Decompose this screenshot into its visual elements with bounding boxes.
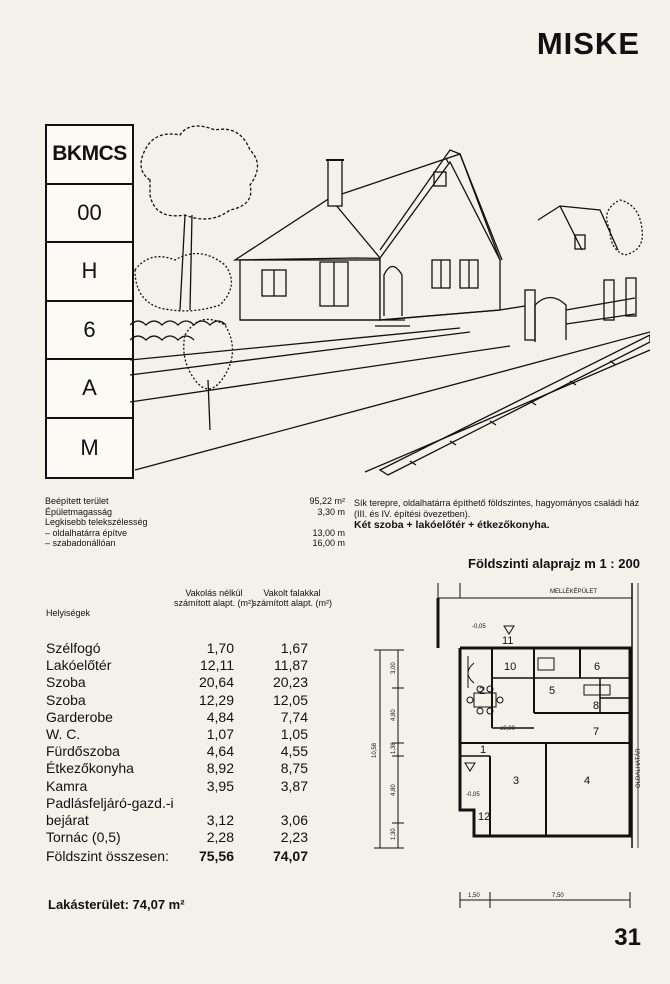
building-data-value (285, 517, 345, 528)
code-cell: 6 (47, 302, 132, 361)
room-area-plastered: 3,87 (280, 777, 308, 794)
site-description-summary: Két szoba + lakóelőtér + étkezőkonyha. (354, 519, 550, 531)
room-row (46, 726, 346, 743)
floor-plan-title: Földszinti alaprajz m 1 : 200 (468, 556, 640, 571)
room-number: 1 (480, 744, 487, 756)
room-name: Szoba (46, 691, 86, 708)
code-cell: H (47, 243, 132, 302)
room-name: W. C. (46, 725, 81, 742)
room-area-plastered: 74,07 (272, 848, 308, 865)
room-number: 11 (502, 635, 514, 647)
building-data-row (45, 538, 345, 549)
room-row (46, 829, 346, 846)
building-data-label: Épületmagasság (45, 506, 113, 517)
dimension-label: 7,50 (552, 893, 564, 899)
room-area-unplastered: 8,92 (206, 760, 234, 777)
floor-plan-top-label: MELLÉKÉPÜLET (550, 589, 598, 595)
level-mark: -0,05 (472, 624, 486, 630)
dimension-label: 4,80 (391, 709, 397, 721)
living-area: Lakásterület: 74,07 m² (48, 897, 185, 912)
room-row (46, 709, 346, 726)
dimension-label: 3,00 (391, 662, 397, 674)
dimension-label: 1,38 (391, 742, 397, 754)
room-area-plastered: 3,06 (280, 811, 308, 828)
room-name: Tornác (0,5) (46, 829, 121, 846)
room-area-plastered: 12,05 (272, 691, 308, 708)
room-row (46, 760, 346, 777)
room-area-unplastered: 3,95 (206, 777, 234, 794)
room-row (46, 778, 346, 795)
building-data-label: – oldalhatárra építve (45, 527, 128, 538)
room-number: 8 (593, 700, 600, 712)
floor-plan-side-label: OLDALHATÁR (636, 748, 642, 788)
room-row (46, 657, 346, 674)
room-area-plastered: 2,23 (280, 829, 308, 846)
building-data-label: – szabadonállóan (45, 538, 116, 548)
site-description-text: Sík terepre, oldalhatárra építhető földszintes, hagyományos családi ház (III. és IV. építési övezetben). (354, 498, 640, 519)
room-number: 5 (549, 685, 556, 697)
room-area-unplastered: 4,84 (206, 708, 234, 725)
building-data-value: 13,00 m (312, 527, 345, 538)
building-data-value: 16,00 m (312, 538, 345, 548)
room-area-plastered: 11,87 (274, 657, 308, 674)
room-number: 10 (504, 661, 517, 673)
room-area-unplastered: 1,07 (206, 725, 234, 742)
room-number: 2 (479, 685, 486, 697)
code-cell: M (80, 434, 99, 460)
building-data-block (45, 496, 345, 549)
room-area-plastered: 20,23 (272, 674, 308, 691)
building-data-row (45, 528, 345, 539)
room-area-unplastered: 2,28 (206, 829, 234, 846)
building-data-row (45, 496, 345, 507)
code-cell: BKMCS (47, 126, 132, 185)
building-data-row (45, 507, 345, 518)
room-row (46, 743, 346, 760)
building-data-row (45, 517, 345, 528)
rooms-table-body (46, 640, 346, 846)
code-cell: A (47, 360, 132, 419)
room-name: bejárat (46, 811, 89, 828)
room-name: Fürdőszoba (46, 743, 120, 760)
room-name: Földszint összesen: (46, 848, 169, 865)
building-data-value: 3,30 m (317, 506, 345, 517)
room-row (46, 812, 346, 829)
room-area-unplastered: 3,12 (206, 811, 234, 828)
building-data-value: 95,22 m² (309, 496, 345, 506)
room-name: Szoba (46, 674, 86, 691)
building-data-label: Beépített terület (45, 496, 109, 506)
room-number: 6 (594, 661, 601, 673)
room-area-plastered: 7,74 (280, 708, 308, 725)
room-name: Étkezőkonyha (46, 760, 134, 777)
rooms-header-col1: Vakolás nélkül számított alapt. (m²) (174, 588, 255, 608)
site-description (354, 498, 644, 531)
room-row (46, 674, 346, 691)
room-number: 12 (478, 811, 491, 823)
dimension-label: 4,80 (391, 784, 397, 796)
room-name: Kamra (46, 777, 88, 794)
dimension-label: 1,30 (391, 828, 397, 840)
level-mark: ±0,00 (500, 726, 515, 732)
room-name: Szélfogó (46, 640, 101, 656)
type-code-column (45, 124, 134, 479)
room-area-unplastered: 12,11 (200, 657, 234, 674)
level-mark: -0,05 (466, 792, 480, 798)
room-number: 7 (593, 726, 600, 738)
floor-plan-drawing (362, 578, 652, 918)
page-number: 31 (614, 924, 641, 951)
room-number: 3 (513, 775, 520, 787)
building-data-label: Legkisebb telekszélesség (45, 517, 148, 527)
house-type-title: MISKE (536, 26, 640, 61)
rooms-table (46, 580, 346, 865)
rooms-table-header (46, 580, 346, 640)
house-perspective-drawing (130, 110, 650, 480)
rooms-total-row (46, 848, 346, 865)
room-name: Lakóelőtér (46, 657, 112, 674)
room-area-unplastered: 4,64 (206, 743, 234, 760)
room-area-unplastered: 12,29 (198, 691, 234, 708)
room-area-unplastered: 20,64 (198, 674, 234, 691)
rooms-header-label: Helyiségek (46, 608, 91, 618)
dimension-label: 1,50 (468, 893, 480, 899)
room-area-plastered: 1,05 (280, 725, 308, 742)
room-name: Garderobe (46, 708, 113, 725)
room-area-unplastered: 1,70 (206, 640, 234, 656)
room-number: 4 (584, 775, 591, 787)
room-name: Padlásfeljáró-gazd.-i (46, 794, 174, 811)
room-area-plastered: 1,67 (280, 640, 308, 656)
room-area-unplastered: 75,56 (198, 848, 234, 865)
room-row (46, 640, 346, 657)
room-area-plastered: 8,75 (280, 760, 308, 777)
room-row (46, 795, 346, 812)
code-cell: 00 (47, 185, 132, 244)
room-area-plastered: 4,55 (280, 743, 308, 760)
dimension-label: 10,58 (372, 742, 378, 758)
room-row (46, 692, 346, 709)
rooms-header-col2: Vakolt falakkal számított alapt. (m²) (252, 588, 333, 608)
